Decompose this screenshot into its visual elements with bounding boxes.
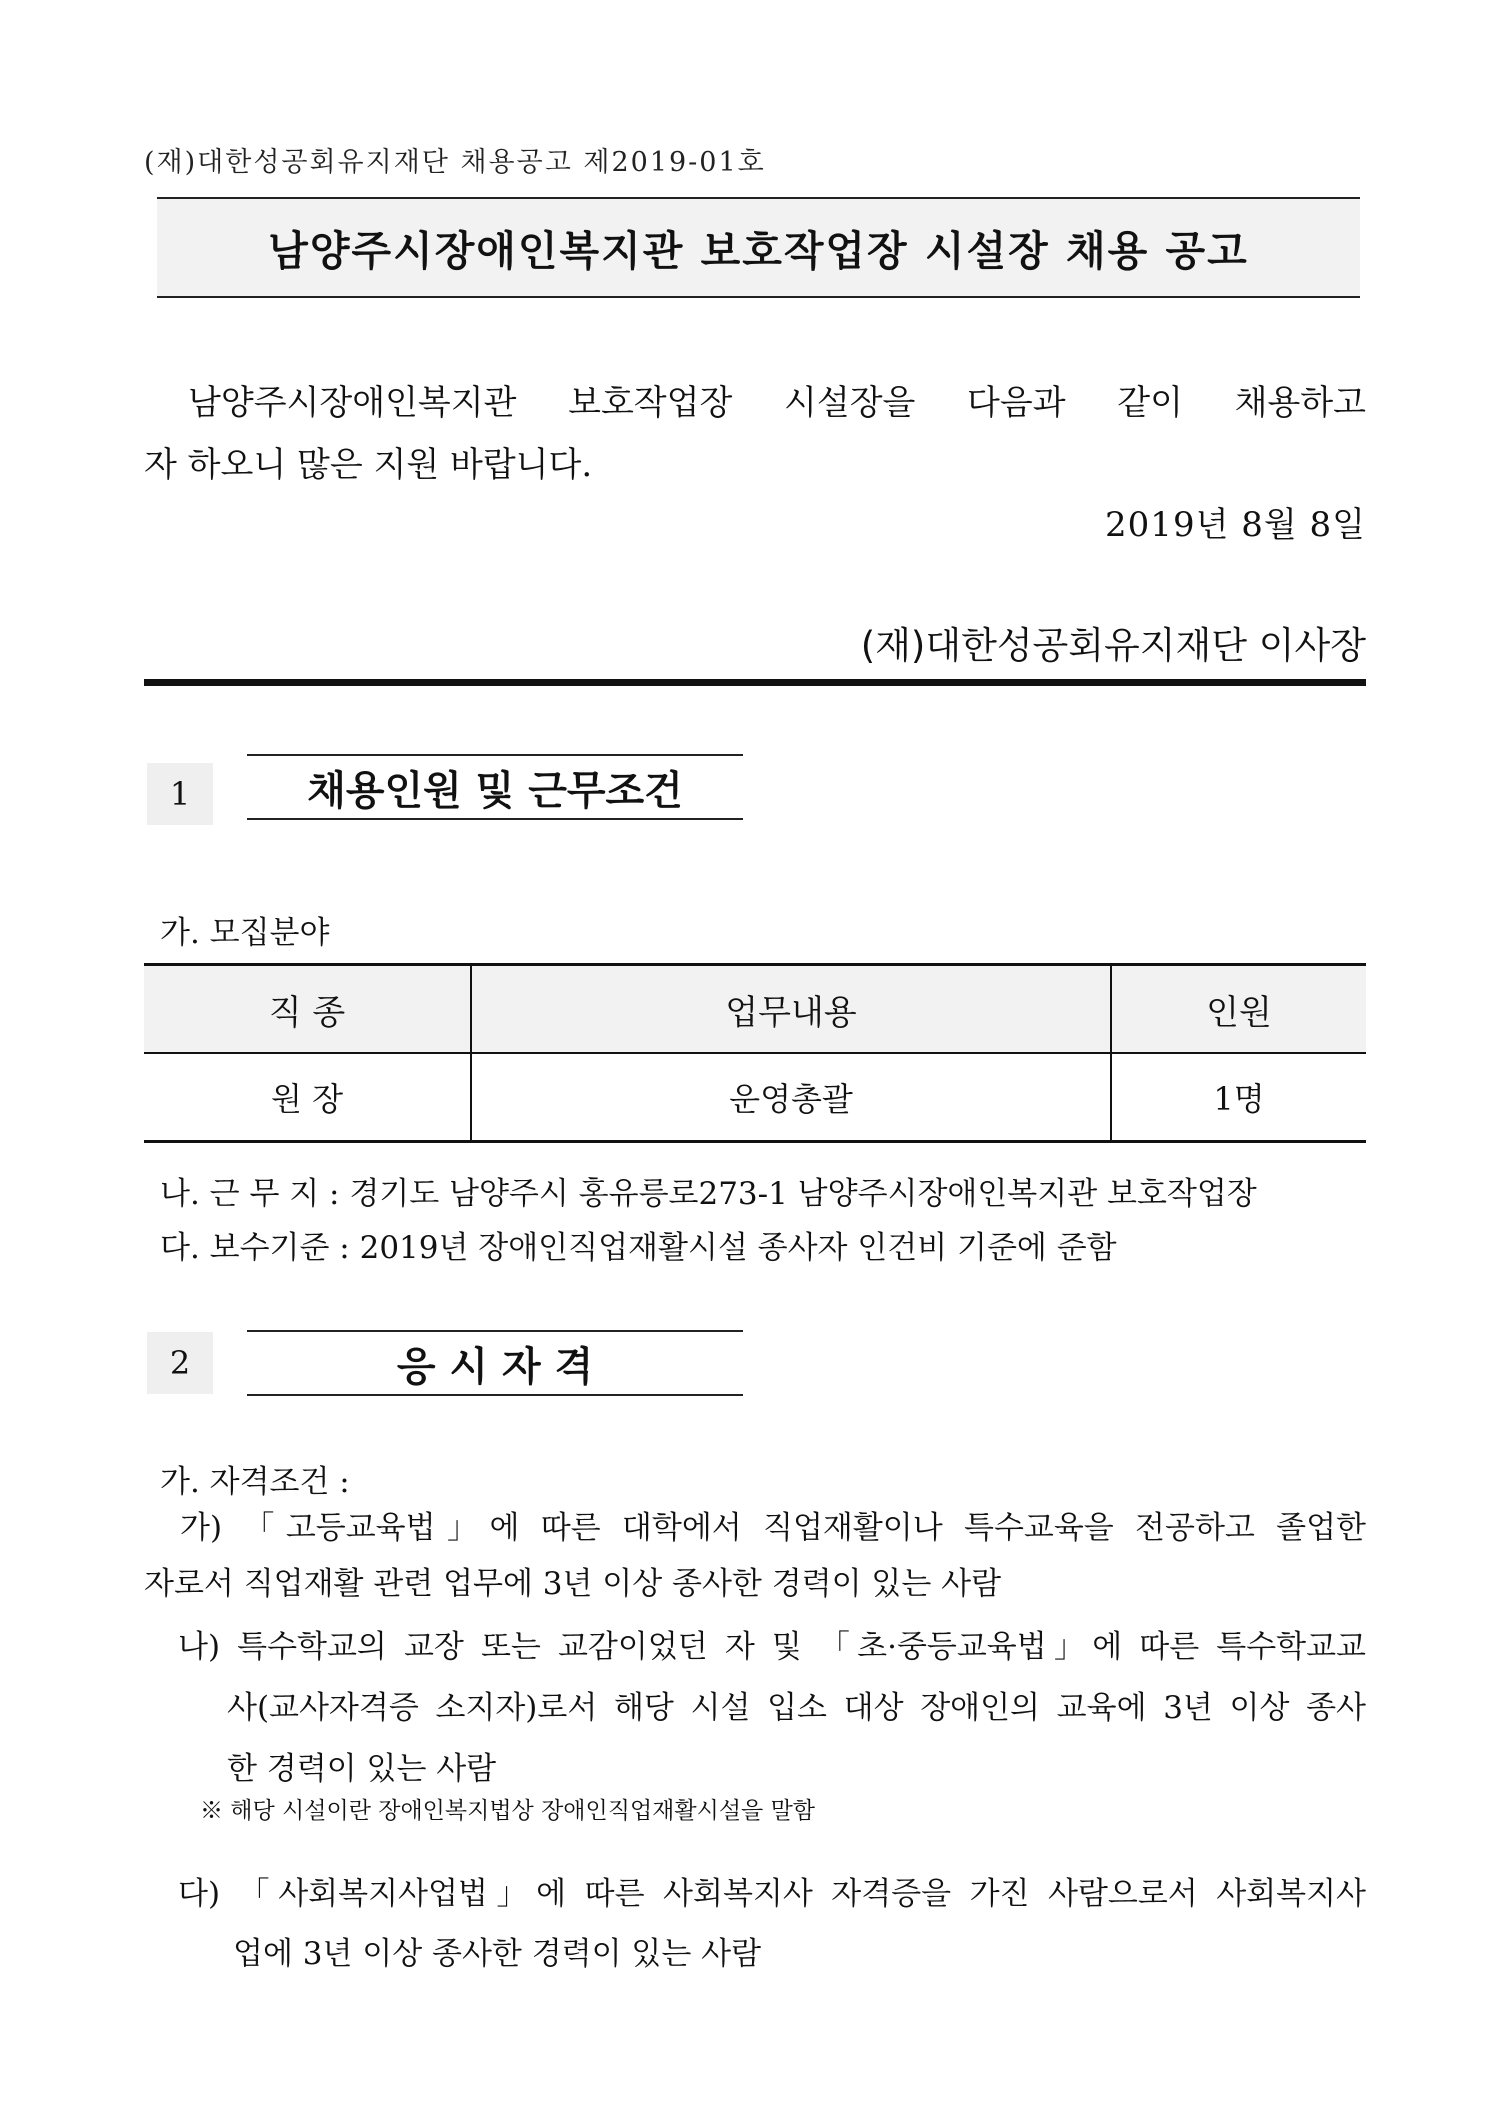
qualification-c-line-1: 다) 「사회복지사업법」에 따른 사회복지사 자격증을 가진 사람으로서 사회복지사 xyxy=(178,1876,1366,1912)
qualification-a-line-1: 가) 「고등교육법」에 따른 대학에서 직업재활이나 특수교육을 전공하고 졸업한 xyxy=(180,1510,1366,1546)
intro-paragraph xyxy=(144,372,1366,496)
qualification-c xyxy=(178,1864,1366,1984)
notice-number: (재)대한성공회유지재단 채용공고 제2019-01호 xyxy=(144,147,766,178)
intro-line-2: 자 하오니 많은 지원 바랍니다. xyxy=(144,445,593,485)
workplace-info: 나. 근 무 지 : 경기도 남양주시 홍유릉로273-1 남양주시장애인복지관 보호작업장 xyxy=(160,1176,1257,1212)
announcement-date: 2019년 8월 8일 xyxy=(1105,505,1366,545)
divider-line xyxy=(144,679,1366,686)
qualification-a-line-2: 자로서 직업재활 관련 업무에 3년 이상 종사한 경력이 있는 사람 xyxy=(144,1566,1002,1602)
table-header: 인원 xyxy=(1111,965,1366,1054)
qualification-b-line-3: 한 경력이 있는 사람 xyxy=(227,1751,497,1787)
qualification-b-line-1: 나) 특수학교의 교장 또는 교감이었던 자 및 「초·중등교육법」에 따른 특수학교교 xyxy=(178,1629,1366,1665)
recruit-field-label: 가. 모집분야 xyxy=(160,915,330,951)
qualification-b-line-2: 사(교사자격증 소지자)로서 해당 시설 입소 대상 장애인의 교육에 3년 이상 종사 xyxy=(227,1690,1366,1726)
table-header-row xyxy=(144,965,1366,1054)
qualification-label: 가. 자격조건 : xyxy=(160,1464,350,1500)
qualification-a xyxy=(144,1500,1366,1612)
table-cell: 1명 xyxy=(1111,1053,1366,1142)
section-title-1: 채용인원 및 근무조건 xyxy=(247,754,743,820)
document-title-box xyxy=(157,197,1360,298)
document-title: 남양주시장애인복지관 보호작업장 시설장 채용 공고 xyxy=(268,227,1249,275)
section-number-1: 1 xyxy=(147,763,213,825)
intro-line-1: 남양주시장애인복지관 보호작업장 시설장을 다음과 같이 채용하고 xyxy=(188,383,1366,423)
table-row xyxy=(144,1053,1366,1142)
salary-info: 다. 보수기준 : 2019년 장애인직업재활시설 종사자 인건비 기준에 준함 xyxy=(160,1230,1117,1266)
table-header: 직 종 xyxy=(144,965,471,1054)
section-number-2: 2 xyxy=(147,1332,213,1394)
table-header: 업무내용 xyxy=(471,965,1111,1054)
qualification-c-line-2: 업에 3년 이상 종사한 경력이 있는 사람 xyxy=(233,1936,762,1972)
table-cell: 운영총괄 xyxy=(471,1053,1111,1142)
qualification-b xyxy=(178,1617,1366,1800)
table-cell: 원 장 xyxy=(144,1053,471,1142)
facility-note: ※ 해당 시설이란 장애인복지법상 장애인직업재활시설을 말함 xyxy=(200,1798,816,1824)
section-title-2: 응 시 자 격 xyxy=(247,1330,743,1396)
issuer-name: (재)대한성공회유지재단 이사장 xyxy=(860,624,1366,667)
recruitment-table xyxy=(144,963,1366,1143)
